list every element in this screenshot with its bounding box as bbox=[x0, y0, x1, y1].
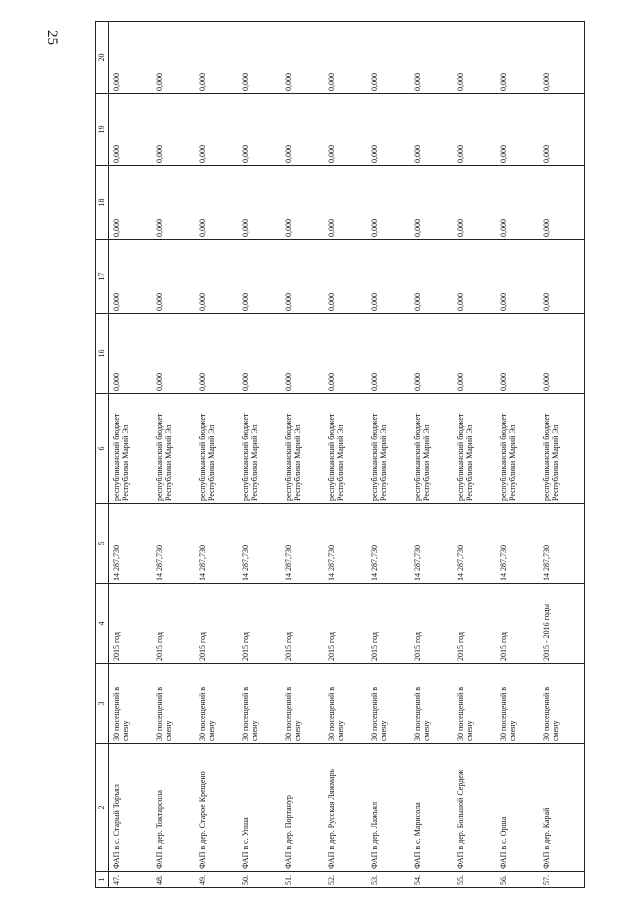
value-col-16: 0,000 bbox=[541, 314, 585, 394]
value-col-18: 0,000 bbox=[240, 166, 283, 240]
period: 2015 год bbox=[197, 584, 240, 664]
data-table bbox=[95, 21, 585, 888]
amount: 14 287,730 bbox=[455, 504, 498, 584]
value-col-20: 0,000 bbox=[109, 22, 155, 94]
capacity: 30 посещений в смену bbox=[498, 664, 541, 744]
row-number: 47. bbox=[109, 872, 155, 888]
value-col-18: 0,000 bbox=[283, 166, 326, 240]
value-col-16: 0,000 bbox=[283, 314, 326, 394]
period: 2015 год bbox=[326, 584, 369, 664]
funding-source: республиканский бюджет Республики Марий Эл bbox=[498, 394, 541, 504]
table-row bbox=[109, 22, 155, 888]
row-number: 57. bbox=[541, 872, 585, 888]
value-col-17: 0,000 bbox=[109, 240, 155, 314]
amount: 14 287,730 bbox=[109, 504, 155, 584]
capacity: 30 посещений в смену bbox=[283, 664, 326, 744]
value-col-18: 0,000 bbox=[154, 166, 197, 240]
amount: 14 287,730 bbox=[197, 504, 240, 584]
amount: 14 287,730 bbox=[412, 504, 455, 584]
header-cell: 18 bbox=[96, 166, 109, 240]
facility-name: ФАП в дер. Большой Сердеж bbox=[455, 744, 498, 872]
row-number: 54. bbox=[412, 872, 455, 888]
table-body bbox=[109, 22, 585, 888]
header-cell: 20 bbox=[96, 22, 109, 94]
value-col-20: 0,000 bbox=[498, 22, 541, 94]
value-col-17: 0,000 bbox=[197, 240, 240, 314]
value-col-16: 0,000 bbox=[240, 314, 283, 394]
value-col-18: 0,000 bbox=[498, 166, 541, 240]
amount: 14 287,730 bbox=[240, 504, 283, 584]
capacity: 30 посещений в смену bbox=[197, 664, 240, 744]
value-col-19: 0,000 bbox=[154, 94, 197, 166]
value-col-19: 0,000 bbox=[541, 94, 585, 166]
funding-source: республиканский бюджет Республики Марий Эл bbox=[109, 394, 155, 504]
facility-name: ФАП в дер. Лажъял bbox=[369, 744, 412, 872]
value-col-17: 0,000 bbox=[240, 240, 283, 314]
value-col-20: 0,000 bbox=[154, 22, 197, 94]
value-col-16: 0,000 bbox=[154, 314, 197, 394]
page-number: 25 bbox=[44, 30, 60, 45]
value-col-20: 0,000 bbox=[369, 22, 412, 94]
funding-source: республиканский бюджет Республики Марий Эл bbox=[240, 394, 283, 504]
table-row bbox=[197, 22, 240, 888]
rotated-table-wrapper bbox=[95, 22, 625, 888]
value-col-20: 0,000 bbox=[240, 22, 283, 94]
amount: 14 287,730 bbox=[541, 504, 585, 584]
period: 2015 год bbox=[109, 584, 155, 664]
value-col-17: 0,000 bbox=[326, 240, 369, 314]
table-row bbox=[154, 22, 197, 888]
amount: 14 287,730 bbox=[326, 504, 369, 584]
funding-source: республиканский бюджет Республики Марий Эл bbox=[283, 394, 326, 504]
table-row bbox=[498, 22, 541, 888]
row-number: 50. bbox=[240, 872, 283, 888]
funding-source: республиканский бюджет Республики Марий Эл bbox=[154, 394, 197, 504]
facility-name: ФАП в дер. Портанур bbox=[283, 744, 326, 872]
value-col-19: 0,000 bbox=[412, 94, 455, 166]
header-cell: 16 bbox=[96, 314, 109, 394]
facility-name: ФАП в дер. Старое Крещено bbox=[197, 744, 240, 872]
period: 2015 год bbox=[498, 584, 541, 664]
facility-name: ФАП в с. Марисола bbox=[412, 744, 455, 872]
value-col-17: 0,000 bbox=[498, 240, 541, 314]
table-row bbox=[369, 22, 412, 888]
period: 2015 год bbox=[369, 584, 412, 664]
value-col-19: 0,000 bbox=[326, 94, 369, 166]
period: 2015 год bbox=[455, 584, 498, 664]
value-col-19: 0,000 bbox=[240, 94, 283, 166]
table-row bbox=[326, 22, 369, 888]
capacity: 30 посещений в смену bbox=[326, 664, 369, 744]
funding-source: республиканский бюджет Республики Марий Эл bbox=[455, 394, 498, 504]
facility-name: ФАП в с. Упша bbox=[240, 744, 283, 872]
header-cell: 19 bbox=[96, 94, 109, 166]
facility-name: ФАП в дер. Карай bbox=[541, 744, 585, 872]
amount: 14 287,730 bbox=[154, 504, 197, 584]
period: 2015 год bbox=[154, 584, 197, 664]
table-row bbox=[283, 22, 326, 888]
value-col-18: 0,000 bbox=[109, 166, 155, 240]
table-row bbox=[455, 22, 498, 888]
row-number: 49. bbox=[197, 872, 240, 888]
value-col-18: 0,000 bbox=[197, 166, 240, 240]
table-row bbox=[412, 22, 455, 888]
value-col-17: 0,000 bbox=[369, 240, 412, 314]
value-col-16: 0,000 bbox=[197, 314, 240, 394]
row-number: 48. bbox=[154, 872, 197, 888]
value-col-20: 0,000 bbox=[412, 22, 455, 94]
facility-name: ФАП в дер. Русская Ляжмарь bbox=[326, 744, 369, 872]
value-col-19: 0,000 bbox=[283, 94, 326, 166]
row-number: 56. bbox=[498, 872, 541, 888]
amount: 14 287,730 bbox=[283, 504, 326, 584]
value-col-17: 0,000 bbox=[541, 240, 585, 314]
header-row bbox=[96, 22, 109, 888]
value-col-18: 0,000 bbox=[326, 166, 369, 240]
header-cell: 4 bbox=[96, 584, 109, 664]
header-cell: 1 bbox=[96, 872, 109, 888]
capacity: 30 посещений в смену bbox=[455, 664, 498, 744]
header-cell: 3 bbox=[96, 664, 109, 744]
header-cell: 5 bbox=[96, 504, 109, 584]
row-number: 52. bbox=[326, 872, 369, 888]
value-col-18: 0,000 bbox=[369, 166, 412, 240]
period: 2015 год bbox=[283, 584, 326, 664]
value-col-18: 0,000 bbox=[541, 166, 585, 240]
capacity: 30 посещений в смену bbox=[541, 664, 585, 744]
value-col-16: 0,000 bbox=[326, 314, 369, 394]
value-col-20: 0,000 bbox=[326, 22, 369, 94]
value-col-16: 0,000 bbox=[498, 314, 541, 394]
value-col-17: 0,000 bbox=[283, 240, 326, 314]
period: 2015 год bbox=[240, 584, 283, 664]
facility-name: ФАП в с. Оршa bbox=[498, 744, 541, 872]
table-row bbox=[240, 22, 283, 888]
row-number: 55. bbox=[455, 872, 498, 888]
capacity: 30 посещений в смену bbox=[369, 664, 412, 744]
value-col-16: 0,000 bbox=[109, 314, 155, 394]
period: 2015 - 2016 годы bbox=[541, 584, 585, 664]
header-cell: 6 bbox=[96, 394, 109, 504]
value-col-17: 0,000 bbox=[154, 240, 197, 314]
value-col-20: 0,000 bbox=[283, 22, 326, 94]
value-col-20: 0,000 bbox=[541, 22, 585, 94]
capacity: 30 посещений в смену bbox=[109, 664, 155, 744]
value-col-17: 0,000 bbox=[412, 240, 455, 314]
funding-source: республиканский бюджет Республики Марий Эл bbox=[412, 394, 455, 504]
value-col-19: 0,000 bbox=[369, 94, 412, 166]
value-col-16: 0,000 bbox=[369, 314, 412, 394]
value-col-18: 0,000 bbox=[455, 166, 498, 240]
capacity: 30 посещений в смену bbox=[154, 664, 197, 744]
row-number: 53. bbox=[369, 872, 412, 888]
value-col-19: 0,000 bbox=[109, 94, 155, 166]
facility-name: ФАП в с. Старый Торъял bbox=[109, 744, 155, 872]
value-col-19: 0,000 bbox=[197, 94, 240, 166]
funding-source: республиканский бюджет Республики Марий Эл bbox=[369, 394, 412, 504]
funding-source: республиканский бюджет Республики Марий Эл bbox=[326, 394, 369, 504]
value-col-16: 0,000 bbox=[455, 314, 498, 394]
funding-source: республиканский бюджет Республики Марий Эл bbox=[197, 394, 240, 504]
facility-name: ФАП в дер. Токтарсола bbox=[154, 744, 197, 872]
row-number: 51. bbox=[283, 872, 326, 888]
funding-source: республиканский бюджет Республики Марий Эл bbox=[541, 394, 585, 504]
period: 2015 год bbox=[412, 584, 455, 664]
value-col-20: 0,000 bbox=[197, 22, 240, 94]
value-col-18: 0,000 bbox=[412, 166, 455, 240]
value-col-19: 0,000 bbox=[455, 94, 498, 166]
capacity: 30 посещений в смену bbox=[240, 664, 283, 744]
value-col-16: 0,000 bbox=[412, 314, 455, 394]
table-row bbox=[541, 22, 585, 888]
amount: 14 287,730 bbox=[369, 504, 412, 584]
value-col-17: 0,000 bbox=[455, 240, 498, 314]
value-col-20: 0,000 bbox=[455, 22, 498, 94]
capacity: 30 посещений в смену bbox=[412, 664, 455, 744]
amount: 14 287,730 bbox=[498, 504, 541, 584]
header-cell: 2 bbox=[96, 744, 109, 872]
value-col-19: 0,000 bbox=[498, 94, 541, 166]
header-cell: 17 bbox=[96, 240, 109, 314]
